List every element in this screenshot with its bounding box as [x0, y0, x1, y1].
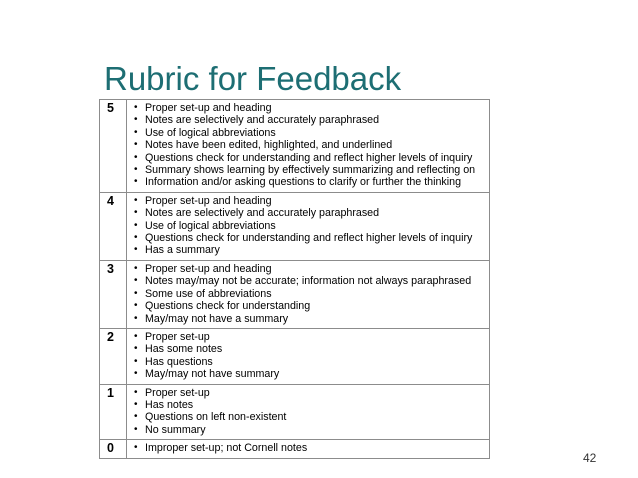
rubric-score: 4: [100, 192, 127, 260]
criteria-text: Notes are selectively and accurately paraphrased: [145, 114, 380, 127]
criteria-text: Has a summary: [145, 244, 220, 257]
criteria-text: Improper set-up; not Cornell notes: [145, 442, 308, 455]
rubric-score: 3: [100, 260, 127, 328]
rubric-score: 2: [100, 328, 127, 384]
bullet-icon: •: [134, 343, 138, 355]
criteria-text: Information and/or asking questions to clarify or further the thinking: [145, 176, 462, 189]
criteria-text: Summary shows learning by effectively summarizing and reflecting on: [145, 164, 476, 177]
criteria-text: Proper set-up and heading: [145, 194, 272, 207]
criteria-text: Questions check for understanding: [145, 300, 311, 313]
criteria-list: [133, 195, 489, 257]
criteria-text: Questions check for understanding and reflect higher levels of inquiry: [145, 232, 473, 245]
rubric-score: 0: [100, 440, 127, 458]
rubric-row: [100, 192, 490, 260]
rubric-row: [100, 440, 490, 458]
rubric-criteria: [127, 440, 490, 458]
criteria-text: Notes may/may not be accurate; information not always paraphrased: [145, 275, 472, 288]
criteria-text: Questions check for understanding and reflect higher levels of inquiry: [145, 151, 473, 164]
list-item: [133, 275, 489, 287]
bullet-icon: •: [134, 207, 138, 219]
rubric-table: [99, 99, 490, 459]
bullet-icon: •: [134, 114, 138, 126]
list-item: [133, 442, 489, 454]
bullet-icon: •: [134, 139, 138, 151]
criteria-text: Notes are selectively and accurately paraphrased: [145, 207, 380, 220]
list-item: [133, 313, 489, 325]
criteria-text: May/may not have a summary: [145, 312, 289, 325]
bullet-icon: •: [134, 386, 138, 398]
rubric-criteria: [127, 384, 490, 440]
bullet-icon: •: [134, 164, 138, 176]
page-number: 42: [583, 451, 597, 465]
list-item: [133, 232, 489, 244]
list-item: [133, 288, 489, 300]
list-item: [133, 195, 489, 207]
list-item: [133, 424, 489, 436]
bullet-icon: •: [134, 355, 138, 367]
bullet-icon: •: [134, 126, 138, 138]
criteria-list: [133, 331, 489, 381]
criteria-text: Questions on left non-existent: [145, 411, 287, 424]
criteria-text: Use of logical abbreviations: [145, 126, 276, 139]
list-item: [133, 102, 489, 114]
list-item: [133, 152, 489, 164]
criteria-list: [133, 102, 489, 189]
bullet-icon: •: [134, 398, 138, 410]
rubric-row: [100, 384, 490, 440]
bullet-icon: •: [134, 411, 138, 423]
criteria-text: Some use of abbreviations: [145, 287, 272, 300]
bullet-icon: •: [134, 232, 138, 244]
list-item: [133, 300, 489, 312]
bullet-icon: •: [134, 312, 138, 324]
list-item: [133, 399, 489, 411]
list-item: [133, 343, 489, 355]
bullet-icon: •: [134, 442, 138, 454]
list-item: [133, 263, 489, 275]
criteria-text: May/may not have summary: [145, 368, 280, 381]
list-item: [133, 114, 489, 126]
rubric-row: [100, 100, 490, 193]
bullet-icon: •: [134, 330, 138, 342]
bullet-icon: •: [134, 262, 138, 274]
list-item: [133, 139, 489, 151]
rubric-row: [100, 328, 490, 384]
list-item: [133, 387, 489, 399]
slide-title: Rubric for Feedback: [104, 60, 402, 97]
criteria-text: Has questions: [145, 355, 213, 368]
bullet-icon: •: [134, 275, 138, 287]
bullet-icon: •: [134, 287, 138, 299]
list-item: [133, 176, 489, 188]
bullet-icon: •: [134, 102, 138, 113]
bullet-icon: •: [134, 423, 138, 435]
list-item: [133, 244, 489, 256]
bullet-icon: •: [134, 151, 138, 163]
criteria-text: Proper set-up and heading: [145, 262, 272, 275]
list-item: [133, 356, 489, 368]
list-item: [133, 411, 489, 423]
list-item: [133, 368, 489, 380]
list-item: [133, 331, 489, 343]
bullet-icon: •: [134, 194, 138, 206]
criteria-text: Proper set-up: [145, 386, 210, 399]
criteria-text: No summary: [145, 423, 206, 436]
bullet-icon: •: [134, 368, 138, 380]
rubric-criteria: [127, 192, 490, 260]
criteria-list: [133, 442, 489, 454]
criteria-text: Has some notes: [145, 343, 223, 356]
criteria-text: Use of logical abbreviations: [145, 219, 276, 232]
rubric-criteria: [127, 328, 490, 384]
criteria-list: [133, 387, 489, 437]
bullet-icon: •: [134, 244, 138, 256]
criteria-list: [133, 263, 489, 325]
rubric-criteria: [127, 100, 490, 193]
rubric-score: 5: [100, 100, 127, 193]
rubric-row: [100, 260, 490, 328]
list-item: [133, 207, 489, 219]
list-item: [133, 220, 489, 232]
list-item: [133, 127, 489, 139]
criteria-text: Has notes: [145, 398, 194, 411]
criteria-text: Proper set-up: [145, 330, 210, 343]
rubric-score: 1: [100, 384, 127, 440]
criteria-text: Notes have been edited, highlighted, and underlined: [145, 139, 393, 152]
bullet-icon: •: [134, 300, 138, 312]
rubric-criteria: [127, 260, 490, 328]
criteria-text: Proper set-up and heading: [145, 102, 272, 114]
bullet-icon: •: [134, 176, 138, 188]
bullet-icon: •: [134, 219, 138, 231]
list-item: [133, 164, 489, 176]
